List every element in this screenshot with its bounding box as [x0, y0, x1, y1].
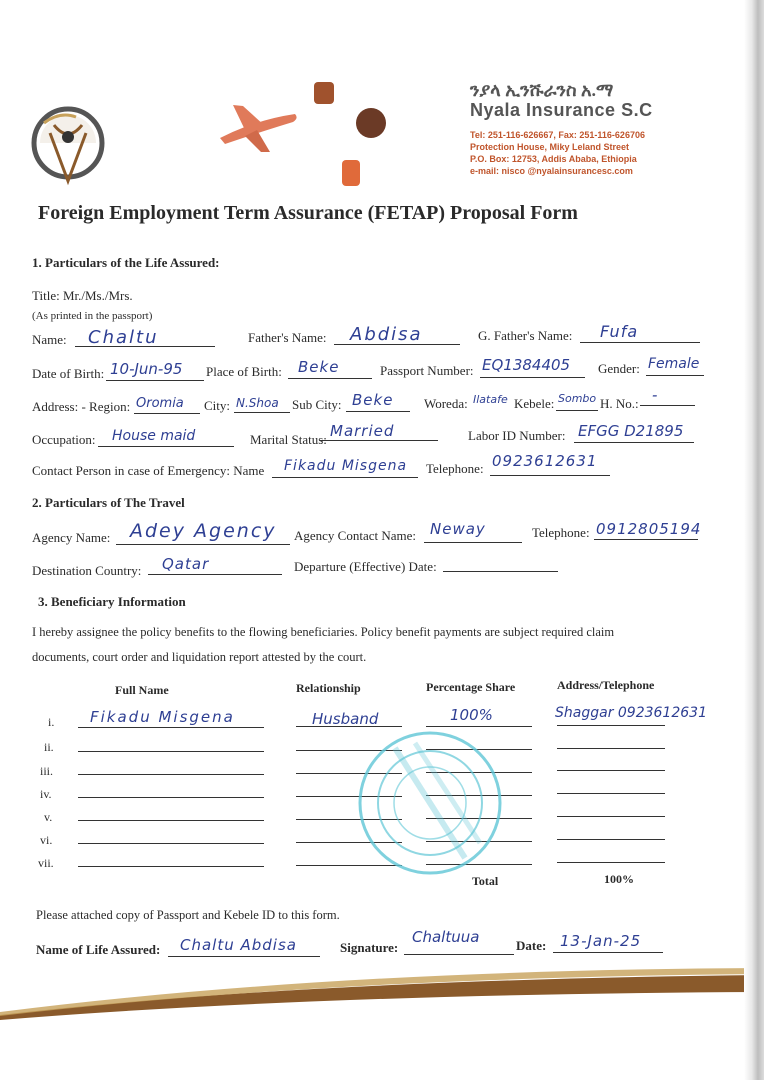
agency-contact-label: Agency Contact Name:: [294, 528, 417, 543]
destination-label: Destination Country:: [32, 563, 142, 578]
gfather-name-value[interactable]: Fufa: [600, 322, 639, 341]
subcity-value[interactable]: Beke: [352, 391, 394, 409]
attach-note: Please attached copy of Passport and Kebele ID to this form.: [36, 908, 340, 922]
passport-note: (As printed in the passport): [32, 310, 153, 322]
pob-label: Place of Birth:: [206, 364, 282, 379]
life-assured-name-label: Name of Life Assured:: [36, 942, 161, 957]
row-number: iii.: [40, 764, 54, 778]
agency-telephone-value[interactable]: 0912805194: [596, 520, 702, 538]
row-number: v.: [44, 810, 53, 824]
agency-name-value[interactable]: Adey Agency: [130, 520, 277, 542]
passport-value[interactable]: EQ1384405: [482, 356, 571, 374]
beneficiary-address[interactable]: Shaggar 0923612631: [555, 705, 707, 721]
company-logo: [30, 103, 106, 191]
section3-heading: 3. Beneficiary Information: [38, 594, 186, 609]
pob-value[interactable]: Beke: [298, 358, 340, 376]
company-amharic-name: ንያላ ኢንሹራንስ አ.ማ: [470, 80, 614, 100]
total-value: 100%: [604, 872, 634, 886]
company-email: e-mail: nisco @nyalainsurancesc.com: [470, 166, 633, 176]
dob-label: Date of Birth:: [32, 366, 105, 381]
form-title: Foreign Employment Term Assurance (FETAP) Proposal Form: [38, 202, 578, 224]
globe-icon: [356, 108, 386, 138]
region-value[interactable]: Oromia: [136, 396, 184, 411]
date-value[interactable]: 13-Jan-25: [560, 932, 642, 950]
life-assured-name-value[interactable]: Chaltu Abdisa: [180, 936, 297, 954]
name-value[interactable]: Chaltu: [88, 327, 159, 348]
agency-contact-value[interactable]: Neway: [430, 520, 486, 538]
section2-heading: 2. Particulars of The Travel: [32, 495, 185, 510]
labor-id-label: Labor ID Number:: [468, 428, 566, 443]
row-number: vi.: [40, 833, 53, 847]
city-label: City:: [204, 398, 231, 413]
row-number: ii.: [44, 740, 54, 754]
occupation-value[interactable]: House maid: [112, 428, 196, 444]
beneficiary-name[interactable]: Fikadu Misgena: [90, 708, 235, 726]
row-number: vii.: [38, 856, 54, 870]
beneficiary-relationship[interactable]: Husband: [312, 710, 379, 728]
beneficiary-intro-2: documents, court order and liquidation report attested by the court.: [32, 650, 367, 664]
header-percentage: Percentage Share: [426, 680, 516, 694]
address-region-label: Address: - Region:: [32, 399, 131, 414]
airplane-icon: [215, 100, 300, 160]
row-number: i.: [48, 715, 55, 729]
beneficiary-intro-1: I hereby assignee the policy benefits to the flowing beneficiaries. Policy benefit payments are subject required claim: [32, 625, 615, 639]
beneficiary-share[interactable]: 100%: [450, 706, 493, 724]
name-label: Name:: [32, 332, 67, 347]
hno-label: H. No.:: [600, 396, 639, 411]
kebele-value[interactable]: Sombo: [558, 392, 597, 405]
title-label: Title: Mr./Ms./Mrs.: [32, 288, 133, 303]
footer-decorative-band: [0, 960, 764, 1020]
contact-telephone-value[interactable]: 0923612631: [492, 452, 598, 470]
labor-id-value[interactable]: EFGG D21895: [578, 422, 684, 440]
passport-label: Passport Number:: [380, 363, 474, 378]
father-name-value[interactable]: Abdisa: [350, 324, 423, 345]
agency-name-label: Agency Name:: [32, 530, 111, 545]
total-label: Total: [472, 874, 499, 888]
page-edge-shadow: [744, 0, 764, 1080]
gfather-name-label: G. Father's Name:: [478, 328, 573, 343]
city-value[interactable]: N.Shoa: [236, 396, 279, 410]
luggage-icon: [342, 160, 360, 186]
agency-telephone-label: Telephone:: [532, 525, 590, 540]
destination-value[interactable]: Qatar: [162, 555, 210, 573]
occupation-label: Occupation:: [32, 432, 96, 447]
signature-label: Signature:: [340, 940, 399, 955]
gender-label: Gender:: [598, 361, 640, 376]
woreda-value[interactable]: Ilatafe: [473, 393, 508, 406]
header-full-name: Full Name: [115, 683, 169, 697]
signature-value[interactable]: Chaltuua: [412, 928, 480, 946]
contact-name-value[interactable]: Fikadu Misgena: [284, 458, 408, 474]
departure-label: Departure (Effective) Date:: [294, 559, 437, 574]
row-number: iv.: [40, 787, 52, 801]
father-name-label: Father's Name:: [248, 330, 327, 345]
company-address2: P.O. Box: 12753, Addis Ababa, Ethiopia: [470, 154, 637, 164]
marital-label: Marital Status:: [250, 432, 327, 447]
hno-value[interactable]: -: [652, 386, 658, 404]
marital-value[interactable]: Married: [330, 422, 395, 440]
section1-heading: 1. Particulars of the Life Assured:: [32, 255, 220, 270]
header-relationship: Relationship: [296, 681, 361, 695]
woreda-label: Woreda:: [424, 396, 468, 411]
company-stamp: [355, 728, 505, 878]
gender-value[interactable]: Female: [648, 356, 700, 372]
subcity-label: Sub City:: [292, 397, 342, 412]
gift-icon: [314, 82, 334, 104]
company-address1: Protection House, Miky Leland Street: [470, 142, 630, 152]
company-name: Nyala Insurance S.C: [470, 100, 653, 120]
contact-telephone-label: Telephone:: [426, 461, 484, 476]
dob-value[interactable]: 10-Jun-95: [110, 360, 183, 378]
contact-name-label: Contact Person in case of Emergency: Name: [32, 463, 265, 478]
header-address: Address/Telephone: [557, 678, 655, 692]
kebele-label: Kebele:: [514, 396, 555, 411]
date-label: Date:: [516, 938, 547, 953]
company-tel: Tel: 251-116-626667, Fax: 251-116-626706: [470, 130, 645, 140]
